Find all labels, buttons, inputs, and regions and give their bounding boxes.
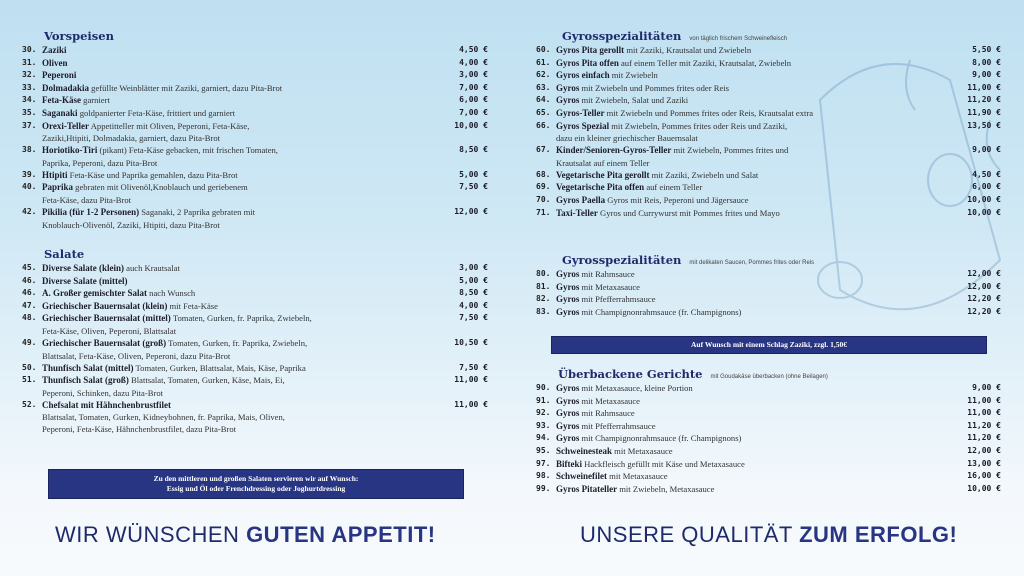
menu-item	[22, 300, 488, 313]
item-number: 97.	[536, 458, 551, 468]
item-price: 6,00 €	[972, 182, 1001, 192]
menu-item	[22, 107, 488, 120]
item-description: mit Rahmsauce	[581, 269, 635, 279]
section-title: Salate	[44, 247, 85, 261]
item-description: mit Zwiebeln, Metaxasauce	[619, 483, 715, 494]
item-number: 42.	[22, 206, 37, 216]
item-name: Orexi-Teller	[42, 120, 89, 131]
item-number: 92.	[536, 408, 551, 418]
menu-item	[22, 275, 488, 288]
item-number: 94.	[536, 433, 551, 443]
menu-item	[22, 169, 488, 182]
item-price: 13,50 €	[967, 120, 1001, 130]
menu-item	[536, 169, 1001, 182]
section-title: Überbackene Gerichte	[558, 367, 703, 381]
item-number: 37.	[22, 120, 37, 130]
item-description: auf einem Teller	[646, 182, 703, 193]
item-price: 9,00 €	[972, 383, 1001, 392]
item-description: mit Zaziki, Krautsalat und Zwiebeln	[626, 45, 752, 55]
item-name: Thunfisch Salat (groß)	[42, 375, 129, 386]
menu-item	[536, 194, 1001, 207]
item-description: Feta-Käse und Paprika gemahlen, dazu Pita-Brot	[69, 169, 238, 180]
item-description: mit Rahmsauce	[581, 408, 635, 419]
section-heading	[536, 366, 1001, 382]
item-price: 11,20 €	[967, 420, 1001, 430]
menu-item	[536, 470, 1001, 483]
item-price: 7,50 €	[459, 313, 488, 323]
section-note: von täglich frischem Schweinefleisch	[689, 36, 788, 42]
item-price: 8,50 €	[459, 288, 488, 298]
menu-item	[536, 57, 1001, 70]
section-vorspeisen	[22, 28, 488, 231]
menu-item	[22, 94, 488, 107]
item-price: 10,00 €	[967, 483, 1001, 493]
item-price: 10,00 €	[967, 194, 1001, 204]
item-number: 52.	[22, 399, 37, 409]
item-description-continued: Blattsalat, Tomaten, Gurken, Kidneybohnen, fr. Paprika, Mais, Oliven,	[42, 412, 285, 423]
item-number: 31.	[22, 57, 37, 67]
item-name: Htipiti	[42, 169, 68, 180]
item-number: 51.	[22, 375, 37, 385]
item-description: mit Zwiebeln, Salat und Zaziki	[581, 95, 689, 106]
item-name: Diverse Salate (mittel)	[42, 275, 128, 286]
item-description-continued: Peperoni, Schinken, dazu Pita-Brot	[42, 387, 164, 398]
item-name: Gyros Pita gerollt	[556, 45, 625, 55]
item-description: mit Pfefferrahmsauce	[581, 294, 656, 305]
section-heading	[22, 246, 488, 262]
item-price: 7,50 €	[459, 362, 488, 372]
item-price: 11,20 €	[967, 95, 1001, 105]
item-name: Paprika	[42, 182, 74, 193]
item-description: Tomaten, Gurken, fr. Paprika, Zwiebeln,	[168, 337, 308, 348]
item-name: Diverse Salate (klein)	[42, 263, 124, 273]
item-price: 9,00 €	[972, 145, 1001, 155]
item-description: mit Zaziki, Zwiebeln und Salat	[651, 169, 759, 180]
item-price: 11,00 €	[454, 375, 488, 385]
item-number: 90.	[536, 383, 551, 392]
item-description: Blattsalat, Tomaten, Gurken, Käse, Mais, Ei,	[131, 375, 285, 386]
item-number: 30.	[22, 45, 37, 54]
item-number: 63.	[536, 82, 551, 92]
item-price: 6,00 €	[459, 95, 488, 105]
menu-item	[22, 181, 488, 206]
section-heading	[536, 28, 1001, 44]
item-name: Dolmadakia	[42, 82, 90, 93]
item-description: gefüllte Weinblätter mit Zaziki, garniert, dazu Pita-Brot	[91, 82, 283, 93]
item-name: Gyros	[556, 281, 580, 292]
item-number: 68.	[536, 169, 551, 179]
item-name: Horiotiko-Tiri	[42, 145, 98, 156]
slogan-left-bold: GUTEN APPETIT!	[246, 522, 436, 547]
item-name: Gyros Pita offen	[556, 57, 619, 68]
item-number: 38.	[22, 145, 37, 155]
item-number: 60.	[536, 45, 551, 54]
item-description-continued: Feta-Käse, Oliven, Peperoni, Blattsalat	[42, 325, 177, 336]
item-description: nach Wunsch	[149, 288, 196, 299]
menu-item	[22, 312, 488, 337]
item-price: 8,50 €	[459, 145, 488, 155]
item-name: Gyros	[556, 269, 580, 279]
menu-item	[536, 144, 1001, 169]
item-name: Vegetarische Pita gerollt	[556, 169, 650, 180]
section-gyros-spezialitaeten	[536, 28, 1001, 219]
menu-item	[22, 337, 488, 362]
salad-note-line2: Essig und Öl oder Frenchdressing oder Joghurtdressing	[166, 484, 346, 493]
item-description: auch Krautsalat	[126, 263, 180, 273]
item-description: mit Zwiebeln und Pommes frites oder Reis, Krautsalat extra	[606, 107, 814, 118]
menu-item	[536, 207, 1001, 220]
item-name: Gyros Paella	[556, 194, 606, 205]
item-price: 12,20 €	[967, 306, 1001, 316]
menu-item	[22, 262, 488, 275]
menu-item	[22, 399, 488, 436]
item-description-continued: Zaziki,Htipiti, Dolmadakia, garniert, dazu Pita-Brot	[42, 133, 221, 144]
item-description-continued: Krautsalat auf einem Teller	[556, 157, 650, 168]
salad-note-line1: Zu den mittleren und großen Salaten servieren wir auf Wunsch:	[153, 474, 359, 483]
item-price: 11,00 €	[967, 395, 1001, 405]
salad-dressing-note	[48, 469, 464, 499]
item-price: 4,50 €	[459, 45, 488, 54]
menu-item	[536, 44, 1001, 57]
item-description: Tomaten, Gurken, Blattsalat, Mais, Käse, Paprika	[135, 362, 306, 373]
slogan-left	[55, 522, 436, 548]
item-description: mit Metaxasauce	[581, 395, 640, 406]
item-name: Gyros	[556, 82, 580, 93]
item-number: 35.	[22, 107, 37, 117]
item-price: 3,00 €	[459, 263, 488, 272]
item-name: Gyros-Teller	[556, 107, 605, 118]
item-number: 46.	[22, 275, 37, 285]
menu-item	[536, 69, 1001, 82]
menu-item	[536, 120, 1001, 145]
item-price: 5,50 €	[972, 45, 1001, 54]
item-description: mit Pfefferrahmsauce	[581, 420, 656, 431]
item-name: Thunfisch Salat (mittel)	[42, 362, 134, 373]
item-price: 11,20 €	[967, 433, 1001, 443]
item-name: Gyros	[556, 408, 580, 419]
item-number: 71.	[536, 207, 551, 217]
item-description-continued: Knoblauch-Olivenöl, Zaziki, Htipiti, dazu Pita-Brot	[42, 219, 220, 230]
item-description: mit Metaxasauce, kleine Portion	[581, 383, 693, 393]
item-number: 65.	[536, 107, 551, 117]
item-name: Peperoni	[42, 70, 77, 81]
item-number: 67.	[536, 145, 551, 155]
item-name: Gyros	[556, 433, 580, 444]
item-description-continued: dazu ein kleiner griechischer Bauernsalat	[556, 133, 698, 144]
item-number: 33.	[22, 82, 37, 92]
menu-item	[536, 445, 1001, 458]
zaziki-note-text: Auf Wunsch mit einem Schlag Zaziki, zzgl. 1,50€	[691, 340, 847, 349]
item-price: 7,50 €	[459, 182, 488, 192]
item-number: 34.	[22, 95, 37, 105]
item-number: 98.	[536, 471, 551, 481]
menu-item	[536, 395, 1001, 408]
section-heading	[536, 252, 1001, 268]
item-description: auf einem Teller mit Zaziki, Krautsalat, Zwiebeln	[620, 57, 792, 68]
item-name: Bifteki	[556, 458, 582, 469]
item-name: Gyros Spezial	[556, 120, 610, 131]
section-note: mit delikaten Saucen, Pommes frites oder Reis	[689, 260, 815, 266]
item-description: mit Champignonrahmsauce (fr. Champignons)	[581, 433, 742, 444]
item-number: 69.	[536, 182, 551, 192]
item-description-continued: Blattsalat, Feta-Käse, Oliven, Peperoni, dazu Pita-Brot	[42, 350, 231, 361]
item-name: Schweinefilet	[556, 471, 607, 482]
menu-item	[536, 107, 1001, 120]
menu-item	[536, 181, 1001, 194]
item-name: Gyros	[556, 383, 580, 393]
item-number: 83.	[536, 306, 551, 316]
item-name: Gyros	[556, 306, 580, 317]
menu-item	[536, 306, 1001, 319]
menu-item	[22, 82, 488, 95]
item-number: 61.	[536, 57, 551, 67]
item-number: 70.	[536, 194, 551, 204]
item-name: Gyros	[556, 95, 580, 106]
item-number: 66.	[536, 120, 551, 130]
item-description: mit Zwiebeln und Pommes frites oder Reis	[581, 82, 730, 93]
item-description: Appetitteller mit Oliven, Peperoni, Feta-Käse,	[90, 120, 250, 131]
item-name: Gyros einfach	[556, 70, 610, 81]
item-name: Oliven	[42, 57, 68, 68]
item-number: 50.	[22, 362, 37, 372]
item-name: Chefsalat mit Hähnchenbrustfilet	[42, 399, 171, 410]
item-description: Hackfleisch gefüllt mit Käse und Metaxasauce	[584, 458, 745, 469]
item-description: gebraten mit Olivenöl,Knoblauch und geriebenem	[75, 182, 248, 193]
item-name: Gyros	[556, 294, 580, 305]
item-price: 4,00 €	[459, 300, 488, 310]
menu-item	[536, 293, 1001, 306]
item-description: Tomaten, Gurken, fr. Paprika, Zwiebeln,	[172, 313, 312, 324]
item-price: 12,00 €	[967, 281, 1001, 291]
menu-item	[536, 458, 1001, 471]
section-salate	[22, 246, 488, 435]
item-name: A. Großer gemischter Salat	[42, 288, 147, 299]
item-number: 39.	[22, 169, 37, 179]
item-name: Vegetarische Pita offen	[556, 182, 645, 193]
item-price: 16,00 €	[967, 471, 1001, 481]
item-price: 11,00 €	[967, 82, 1001, 92]
item-description: mit Zwiebeln, Pommes frites und	[673, 145, 789, 156]
item-description: mit Zwiebeln, Pommes frites oder Reis und Zaziki,	[611, 120, 788, 131]
item-description: Gyros mit Reis, Peperoni und Jägersauce	[607, 194, 749, 205]
item-price: 13,00 €	[967, 458, 1001, 468]
section-ueberbackene-gerichte	[536, 366, 1001, 495]
section-title: Vorspeisen	[44, 29, 114, 43]
menu-item	[536, 268, 1001, 281]
item-number: 91.	[536, 395, 551, 405]
menu-item	[536, 420, 1001, 433]
item-number: 82.	[536, 294, 551, 304]
item-number: 95.	[536, 445, 551, 455]
item-number: 62.	[536, 70, 551, 80]
item-number: 32.	[22, 70, 37, 80]
item-name: Saganaki	[42, 107, 78, 118]
item-price: 4,00 €	[459, 57, 488, 67]
item-description-continued: Peperoni, Feta-Käse, Hähnchenbrustfilet, dazu Pita-Brot	[42, 424, 237, 435]
section-heading	[22, 28, 488, 44]
menu-item	[22, 57, 488, 70]
item-price: 9,00 €	[972, 70, 1001, 80]
slogan-right	[580, 522, 957, 548]
item-price: 4,50 €	[972, 169, 1001, 179]
item-price: 11,00 €	[967, 408, 1001, 418]
menu-item	[536, 432, 1001, 445]
menu-item	[22, 374, 488, 399]
item-price: 5,00 €	[459, 169, 488, 179]
item-name: Taxi-Teller	[556, 207, 598, 218]
item-name: Gyros Pitateller	[556, 483, 618, 494]
section-title: Gyrosspezialitäten	[562, 253, 682, 267]
item-price: 11,90 €	[967, 107, 1001, 117]
item-price: 10,50 €	[454, 337, 488, 347]
item-name: Kinder/Senioren-Gyros-Teller	[556, 145, 672, 156]
item-description: Gyros und Currywurst mit Pommes frites und Mayo	[600, 207, 780, 218]
menu-item	[536, 94, 1001, 107]
item-price: 8,00 €	[972, 57, 1001, 67]
item-number: 45.	[22, 263, 37, 272]
item-name: Griechischer Bauernsalat (groß)	[42, 337, 167, 348]
item-description: (pikant) Feta-Käse gebacken, mit frischen Tomaten,	[99, 145, 278, 156]
item-price: 11,00 €	[454, 399, 488, 409]
section-note: mit Goudakäse überbacken (ohne Beilagen)	[710, 374, 828, 380]
slogan-right-bold: ZUM ERFOLG!	[799, 522, 958, 547]
menu-item	[22, 287, 488, 300]
item-description: mit Metaxasauce	[581, 281, 640, 292]
item-description: mit Feta-Käse	[169, 300, 218, 311]
section-title: Gyrosspezialitäten	[562, 29, 682, 43]
item-name: Feta-Käse	[42, 95, 81, 106]
item-price: 7,00 €	[459, 82, 488, 92]
item-number: 64.	[536, 95, 551, 105]
item-price: 7,00 €	[459, 107, 488, 117]
item-name: Zaziki	[42, 45, 67, 55]
zaziki-note	[551, 336, 987, 354]
item-name: Griechischer Bauernsalat (mittel)	[42, 313, 171, 324]
item-description: mit Zwiebeln	[611, 70, 658, 81]
item-price: 12,00 €	[454, 206, 488, 216]
item-description: garniert	[83, 95, 110, 106]
item-name: Schweinesteak	[556, 445, 612, 456]
item-number: 81.	[536, 281, 551, 291]
menu-item	[536, 281, 1001, 294]
item-number: 40.	[22, 182, 37, 192]
menu-item	[536, 483, 1001, 496]
item-price: 12,00 €	[967, 445, 1001, 455]
item-description: goldpanierter Feta-Käse, frittiert und garniert	[79, 107, 236, 118]
menu-item	[22, 144, 488, 169]
menu-item	[536, 382, 1001, 395]
item-number: 46.	[22, 288, 37, 298]
item-name: Pikilia (für 1-2 Personen)	[42, 206, 140, 217]
slogan-left-light: WIR WÜNSCHEN	[55, 522, 240, 547]
item-description: mit Champignonrahmsauce (fr. Champignons)	[581, 306, 742, 317]
menu-item	[22, 120, 488, 145]
item-number: 80.	[536, 269, 551, 278]
item-description-continued: Paprika, Peperoni, dazu Pita-Brot	[42, 157, 158, 168]
slogan-right-light: UNSERE QUALITÄT	[580, 522, 793, 547]
item-number: 48.	[22, 313, 37, 323]
menu-item	[22, 44, 488, 57]
item-number: 93.	[536, 420, 551, 430]
item-number: 47.	[22, 300, 37, 310]
menu-item	[22, 69, 488, 82]
item-price: 10,00 €	[454, 120, 488, 130]
item-description: mit Metaxasauce	[614, 445, 673, 456]
item-price: 12,20 €	[967, 294, 1001, 304]
menu-item	[22, 362, 488, 375]
item-description-continued: Feta-Käse, dazu Pita-Brot	[42, 194, 132, 205]
item-description: Saganaki, 2 Paprika gebraten mit	[141, 206, 256, 217]
menu-item	[536, 407, 1001, 420]
item-description: mit Metaxasauce	[609, 471, 668, 482]
item-name: Gyros	[556, 395, 580, 406]
item-name: Griechischer Bauernsalat (klein)	[42, 300, 168, 311]
item-name: Gyros	[556, 420, 580, 431]
item-price: 5,00 €	[459, 275, 488, 285]
section-gyros-saucen	[536, 252, 1001, 318]
item-number: 99.	[536, 483, 551, 493]
item-price: 3,00 €	[459, 70, 488, 80]
item-price: 12,00 €	[967, 269, 1001, 278]
item-price: 10,00 €	[967, 207, 1001, 217]
menu-item	[536, 82, 1001, 95]
menu-item	[22, 206, 488, 231]
item-number: 49.	[22, 337, 37, 347]
